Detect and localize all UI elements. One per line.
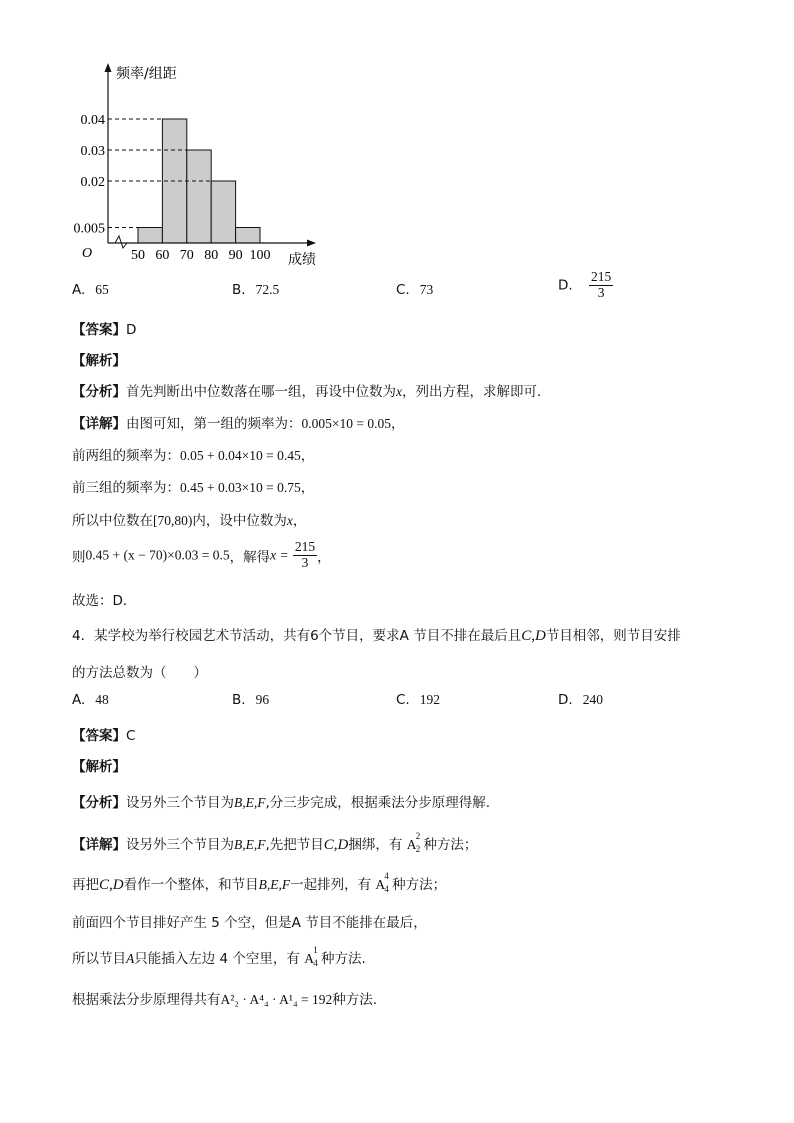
q3-option-c[interactable]: C. 73 [396, 282, 434, 298]
q3-detail-line5: 则0.45 + (x − 70)×0.03 = 0.5，解得x = $\frac{215}{3}$ ， [72, 539, 331, 570]
histogram-bar [236, 228, 260, 244]
histogram-bar [187, 150, 211, 243]
q4-stem-line1: 4．某学校为举行校园艺术节活动，共有6个节目，要求A 节目不排在最后且C,D节目相邻，则节目安排 [72, 628, 681, 644]
q3-choose: 故选：D． [72, 593, 137, 609]
q3-option-b[interactable]: B. 72.5 [232, 282, 280, 298]
q4-option-d[interactable]: D. 240 [558, 692, 603, 708]
q4-option-c[interactable]: C. 192 [396, 692, 440, 708]
fraction: $\frac{215}{3}$ [590, 269, 612, 300]
y-tick-label: 0.04 [80, 113, 105, 128]
x-tick-label: 100 [249, 248, 271, 263]
x-axis-label: 成绩 [288, 252, 316, 268]
q3-jiexi: 【解析】 [72, 353, 126, 369]
q4-option-b[interactable]: B. 96 [232, 692, 270, 708]
q4-option-a[interactable]: A. 48 [72, 692, 109, 708]
axis-break [115, 236, 127, 248]
q3-detail-line1: 【详解】由图可知，第一组的频率为：0.005×10 = 0.05， [72, 416, 405, 432]
x-tick-label: 70 [179, 248, 194, 263]
q3-option-a[interactable]: A. 65 [72, 282, 109, 298]
permutation-symbol: A 1 4 [304, 945, 318, 968]
y-axis-label: 频率/组距 [116, 66, 177, 82]
q3-detail-line4: 所以中位数在[70,80)内，设中位数为x， [72, 513, 307, 529]
permutation-symbol: A 2 2 [406, 831, 421, 854]
permutation-symbol: A 4 4 [375, 871, 389, 894]
q4-detail-line5: 根据乘法分步原理得共有A²₂ · A⁴₄ · A¹₄ = 192种方法. [72, 992, 378, 1008]
fraction: $\frac{215}{3}$ [294, 539, 316, 570]
q4-fenxi: 【分析】设另外三个节目为B,E,F,分三步完成，根据乘法分步原理得解. [72, 795, 491, 811]
origin-label: O [82, 246, 93, 261]
q4-detail-line4: 所以节目A只能插入左边 4 个空里，有 A 1 4 种方法. [72, 945, 366, 968]
histogram-bar [211, 181, 235, 243]
x-tick-label: 80 [204, 248, 219, 263]
histogram-bar [138, 228, 162, 244]
q4-detail-line3: 前面四个节目排好产生 5 个空，但是A 节目不能排在最后， [72, 915, 427, 931]
y-tick-label: 0.02 [80, 175, 105, 190]
histogram-chart [60, 58, 330, 273]
x-tick-label: 90 [228, 248, 243, 263]
q3-detail-line3: 前三组的频率为：0.45 + 0.03×10 = 0.75， [72, 480, 315, 496]
q3-fenxi: 【分析】首先判断出中位数落在哪一组，再设中位数为x，列出方程，求解即可． [72, 384, 551, 400]
x-tick-label: 60 [155, 248, 170, 263]
x-tick-label: 50 [131, 248, 145, 263]
q4-jiexi: 【解析】 [72, 759, 126, 775]
q3-answer: 【答案】D [72, 322, 137, 338]
q4-detail-line2: 再把C,D看作一个整体，和节目B,E,F一起排列，有 A 4 4 种方法； [72, 871, 447, 894]
y-tick-label: 0.005 [73, 221, 105, 237]
x-axis-arrow [307, 240, 316, 247]
y-axis-arrow [105, 63, 112, 72]
x-tick-labels [131, 248, 271, 263]
y-tick-labels [74, 113, 106, 237]
q4-stem-line2: 的方法总数为（ ） [72, 665, 207, 681]
q3-option-d[interactable]: D. $\frac{215}{3}$ [558, 269, 612, 300]
q4-detail-line1: 【详解】设另外三个节目为B,E,F,先把节目C,D捆绑，有 A 2 2 种方法； [72, 831, 478, 854]
y-tick-label: 0.03 [80, 144, 105, 159]
q3-detail-line2: 前两组的频率为：0.05 + 0.04×10 = 0.45， [72, 448, 315, 464]
q4-answer: 【答案】C [72, 728, 136, 744]
